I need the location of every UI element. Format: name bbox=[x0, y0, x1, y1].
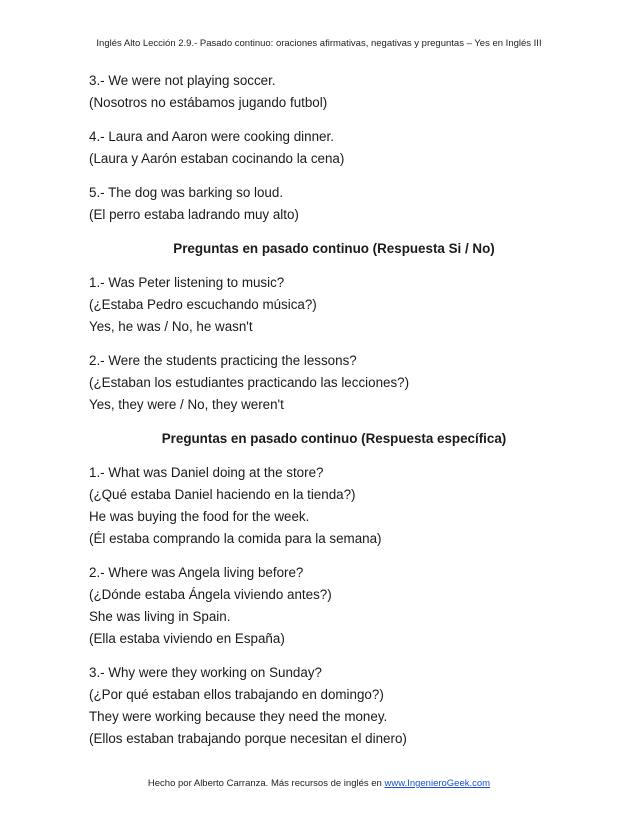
negative-example bbox=[89, 182, 589, 226]
sentence-english: 4.- Laura and Aaron were cooking dinner. bbox=[89, 129, 334, 144]
question-english: 1.- What was Daniel doing at the store? bbox=[89, 465, 324, 480]
question-spanish: (¿Estaban los estudiantes practicando las lecciones?) bbox=[89, 375, 410, 390]
footer-link[interactable]: www.IngenieroGeek.com bbox=[384, 778, 491, 789]
page-content bbox=[89, 70, 589, 750]
specific-question bbox=[89, 562, 589, 650]
specific-question bbox=[89, 662, 589, 750]
answer-spanish: (Él estaba comprando la comida para la semana) bbox=[89, 531, 382, 546]
question-spanish: (¿Estaba Pedro escuchando música?) bbox=[89, 297, 317, 312]
negative-example bbox=[89, 70, 589, 114]
answer-english: She was living in Spain. bbox=[89, 609, 231, 624]
question-english: 2.- Were the students practicing the lessons? bbox=[89, 353, 357, 368]
yes-no-question bbox=[89, 272, 589, 338]
page-footer bbox=[0, 778, 638, 789]
negative-example bbox=[89, 126, 589, 170]
question-english: 1.- Was Peter listening to music? bbox=[89, 275, 285, 290]
sentence-english: 5.- The dog was barking so loud. bbox=[89, 185, 284, 200]
section-heading-yes-no: Preguntas en pasado continuo (Respuesta Si / No) bbox=[173, 241, 495, 256]
question-english: 3.- Why were they working on Sunday? bbox=[89, 665, 322, 680]
page-header: Inglés Alto Lección 2.9.- Pasado continuo: oraciones afirmativas, negativas y preguntas – Yes en Inglés III bbox=[96, 38, 542, 49]
answer-english: They were working because they need the money. bbox=[89, 709, 388, 724]
question-spanish: (¿Por qué estaban ellos trabajando en domingo?) bbox=[89, 687, 384, 702]
answer-spanish: (Ellos estaban trabajando porque necesitan el dinero) bbox=[89, 731, 407, 746]
answer-english: He was buying the food for the week. bbox=[89, 509, 310, 524]
sentence-english: 3.- We were not playing soccer. bbox=[89, 73, 276, 88]
answer-spanish: (Ella estaba viviendo en España) bbox=[89, 631, 285, 646]
answer: Yes, they were / No, they weren't bbox=[89, 397, 284, 412]
footer-text: Hecho por Alberto Carranza. Más recursos de inglés en bbox=[147, 778, 385, 789]
sentence-spanish: (Laura y Aarón estaban cocinando la cena) bbox=[89, 151, 345, 166]
question-spanish: (¿Dónde estaba Ángela viviendo antes?) bbox=[89, 587, 332, 602]
sentence-spanish: (El perro estaba ladrando muy alto) bbox=[89, 207, 299, 222]
specific-question bbox=[89, 462, 589, 550]
answer: Yes, he was / No, he wasn't bbox=[89, 319, 253, 334]
section-heading-specific: Preguntas en pasado continuo (Respuesta específica) bbox=[161, 431, 507, 446]
question-english: 2.- Where was Angela living before? bbox=[89, 565, 304, 580]
yes-no-question bbox=[89, 350, 589, 416]
sentence-spanish: (Nosotros no estábamos jugando futbol) bbox=[89, 95, 328, 110]
question-spanish: (¿Qué estaba Daniel haciendo en la tienda?) bbox=[89, 487, 356, 502]
